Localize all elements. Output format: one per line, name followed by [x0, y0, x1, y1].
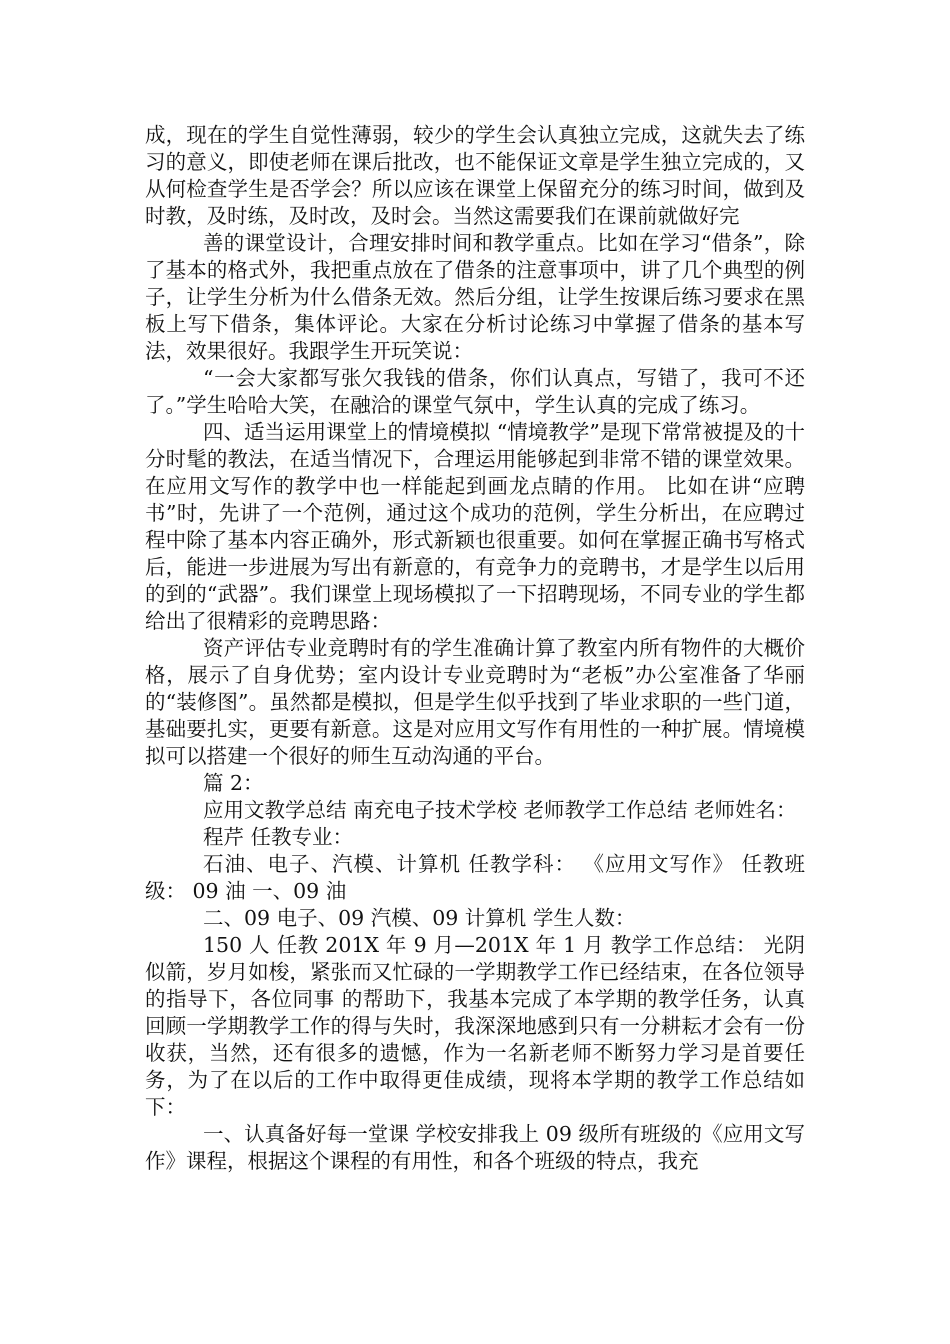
paragraph: 程芹 任教专业： [203, 825, 354, 849]
paragraph: 150 人 任教 201X 年 9 月—201X 年 1 月 教学工作总结： 光阴似箭，岁月如梭，紧张而又忙碌的一学期教学工作已经结束，在各位领导的指导下，各位同事 的帮助下，我基本完成了本学期的教学任务，认真回顾一学期教学工作的得与失时，我深深地感到只有一分耕耘才会有一份收获，当然，还有很多的遗憾，作为一名新老师不断努力学习是首要任务，为了在以后的工作中取得更佳成绩，现将本学期的教学工作总结如下： [145, 933, 805, 1119]
paragraph: 应用文教学总结 南充电子技术学校 老师教学工作总结 老师姓名： [203, 798, 797, 822]
paragraph: 二、09 电子、09 汽模、09 计算机 学生人数： [203, 906, 636, 930]
body-text [145, 122, 805, 1175]
section-heading: 篇 2： [203, 771, 264, 795]
paragraph: 善的课堂设计，合理安排时间和教学重点。比如在学习“借条”，除了基本的格式外，我把重点放在了借条的注意事项中，讲了几个典型的例子，让学生分析为什么借条无效。然后分组，让学生按课后练习要求在黑板上写下借条，集体评论。大家在分析讨论练习中掌握了借条的基本写法，效果很好。我跟学生开玩笑说： [145, 231, 805, 363]
paragraph: 资产评估专业竞聘时有的学生准确计算了教室内所有物件的大概价格，展示了自身优势；室内设计专业竞聘时为“老板”办公室准备了华丽的“装修图”。虽然都是模拟，但是学生似乎找到了毕业求职的一些门道，基础要扎实，更要有新意。这是对应用文写作有用性的一种扩展。情境模拟可以搭建一个很好的师生互动沟通的平台。 [145, 636, 805, 768]
paragraph: 石油、电子、汽模、计算机 任教学科： 《应用文写作》 任教班级： 09 油 一、09 油 [145, 852, 805, 903]
paragraph: “一会大家都写张欠我钱的借条，你们认真点，写错了，我可不还了。”学生哈哈大笑，在融洽的课堂气氛中，学生认真的完成了练习。 [145, 366, 805, 417]
paragraph: 一、认真备好每一堂课 学校安排我上 09 级所有班级的《应用文写作》课程，根据这个课程的有用性，和各个班级的特点，我充 [145, 1122, 805, 1173]
paragraph: 四、适当运用课堂上的情境模拟 “情境教学”是现下常常被提及的十分时髦的教法，在适当情况下，合理运用能够起到非常不错的课堂效果。在应用文写作的教学中也一样能起到画龙点睛的作用。 比如在讲“应聘书”时，先讲了一个范例，通过这个成功的范例，学生分析出，在应聘过程中除了基本内容正确外，形式新颖也很重要。如何在掌握正确书写格式后，能进一步进展为写出有新意的，有竞争力的竞聘书，才是学生以后用的到的“武器”。我们课堂上现场模拟了一下招聘现场，不同专业的学生都给出了很精彩的竞聘思路： [145, 420, 805, 633]
paragraph: 成，现在的学生自觉性薄弱，较少的学生会认真独立完成，这就失去了练习的意义，即使老师在课后批改，也不能保证文章是学生独立完成的，又从何检查学生是否学会？所以应该在课堂上保留充分的练习时间，做到及时教，及时练，及时改，及时会。当然这需要我们在课前就做好完 [145, 123, 805, 228]
